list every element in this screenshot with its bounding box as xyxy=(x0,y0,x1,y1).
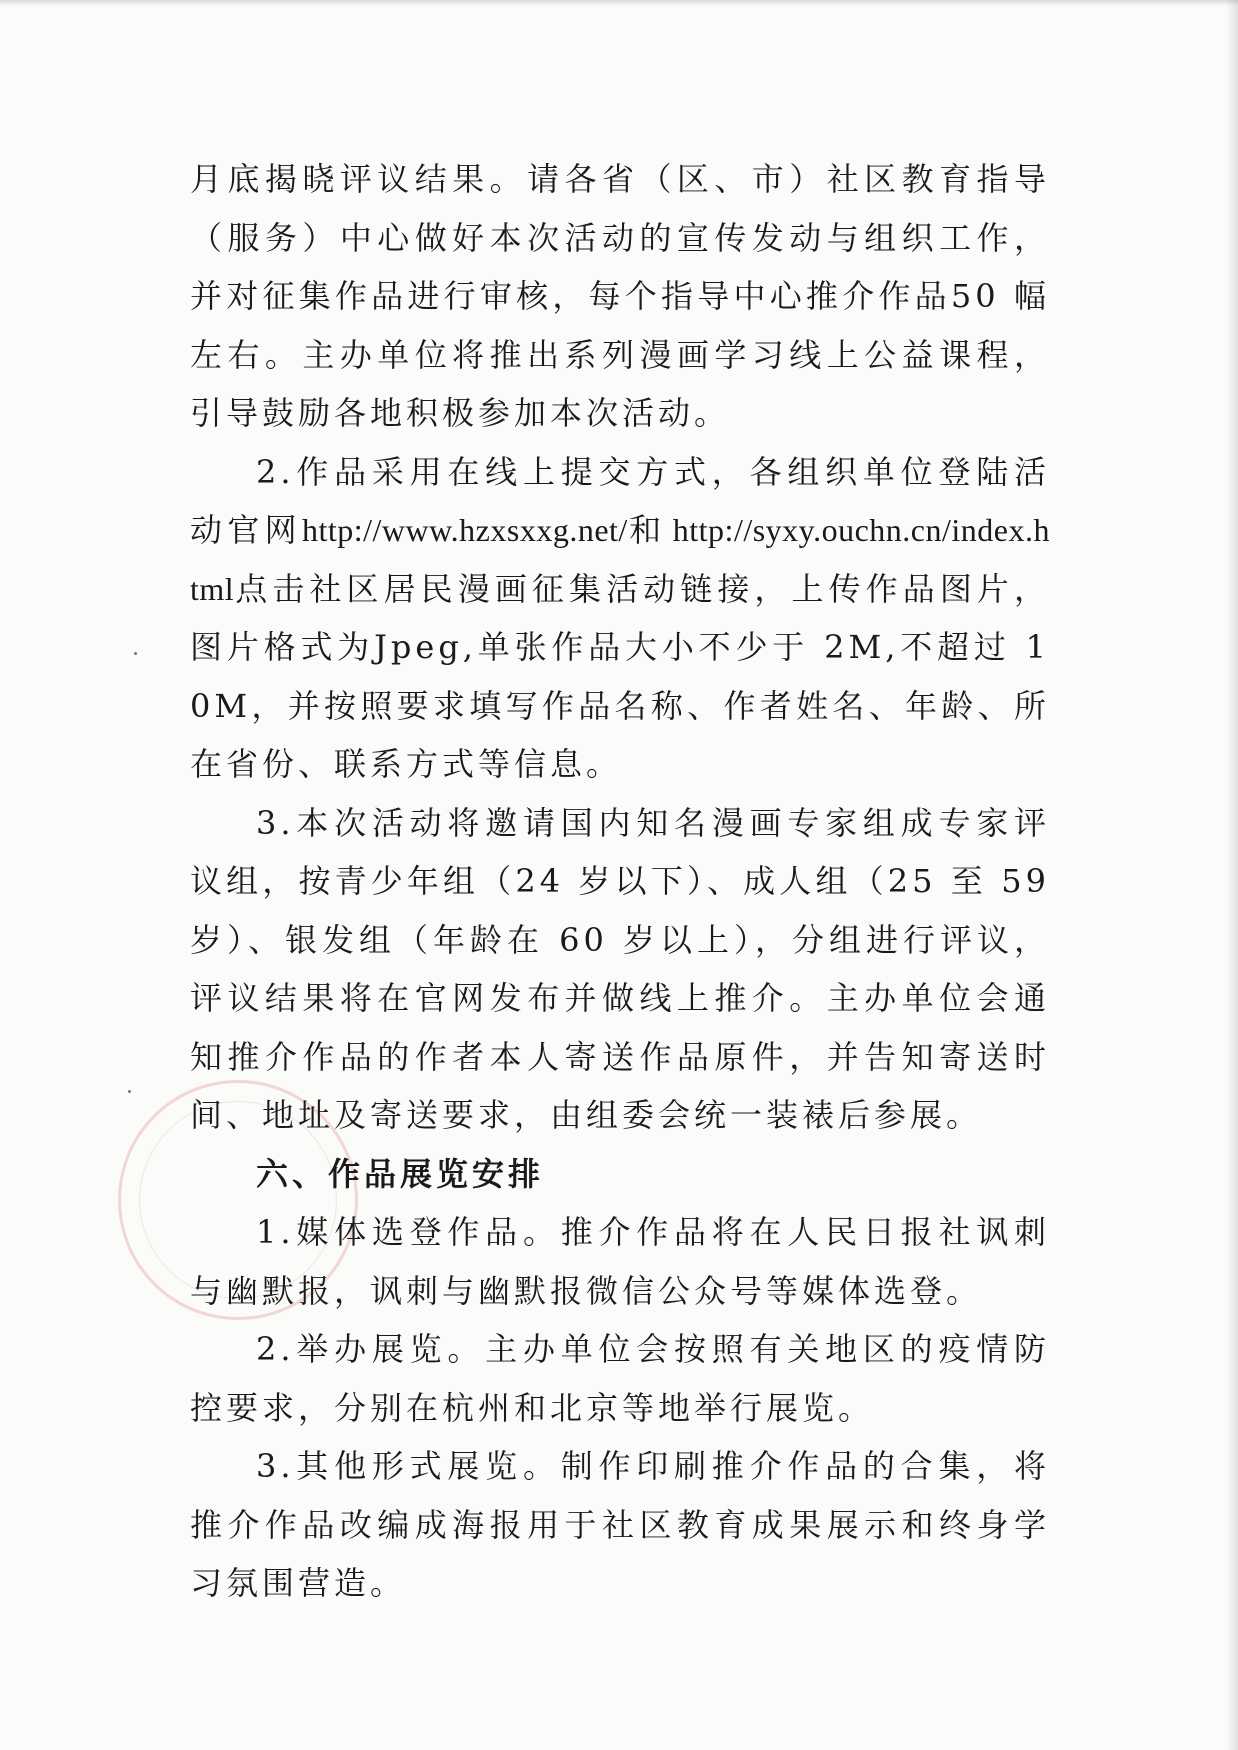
submission-text-end: 点击社区居民漫画征集活动链接，上传作品图片，图片格式为Jpeg,单张作品大小不少于 2M,不超过 10M，并按照要求填写作品名称、作者姓名、年龄、所在省份、联系方式等信息。 xyxy=(190,569,1050,783)
scan-top-edge xyxy=(0,0,1238,6)
paragraph-evaluation: 3.本次活动将邀请国内知名漫画专家组成专家评议组，按青少年组（24 岁以下）、成人组（25 至 59 岁）、银发组（年龄在 60 岁以上），分组进行评议，评议结果将在官网发布并做线上推介。主办单位会通知推介作品的作者本人寄送作品原件，并告知寄送时间、地址及寄送要求，由组委会统一装裱后参展。 xyxy=(190,803,1050,1134)
scan-right-edge xyxy=(1226,0,1238,1750)
exhibition-item-other: 3.其他形式展览。制作印刷推介作品的合集，将推介作品改编成海报用于社区教育成果展示和终身学习氛围营造。 xyxy=(190,1447,1050,1602)
exhibition-item-media: 1.媒体选登作品。推介作品将在人民日报社讽刺与幽默报，讽刺与幽默报微信公众号等媒体选登。 xyxy=(190,1213,1050,1310)
section-heading: 六、作品展览安排 xyxy=(256,1154,545,1193)
scan-speck xyxy=(128,1090,131,1093)
scan-speck xyxy=(134,652,137,655)
paragraph-continued: 月底揭晓评议结果。请各省（区、市）社区教育指导（服务）中心做好本次活动的宣传发动与组织工作，并对征集作品进行审核，每个指导中心推介作品50 幅左右。主办单位将推出系列漫画学习线上公益课程，引导鼓励各地积极参加本次活动。 xyxy=(190,160,1050,432)
official-website-links: http://www.hzxsxxg.net/和 http://syxy.ouchn.cn/index.html xyxy=(190,512,1050,607)
exhibition-item-exhibition: 2.举办展览。主办单位会按照有关地区的疫情防控要求，分别在杭州和北京等地举行展览。 xyxy=(190,1330,1050,1427)
document-body xyxy=(190,150,1050,1613)
paragraph-submission xyxy=(190,443,1050,794)
submission-text-start: 2.作品采用在线上提交方式，各组织单位登陆活动官网 xyxy=(190,452,1050,549)
